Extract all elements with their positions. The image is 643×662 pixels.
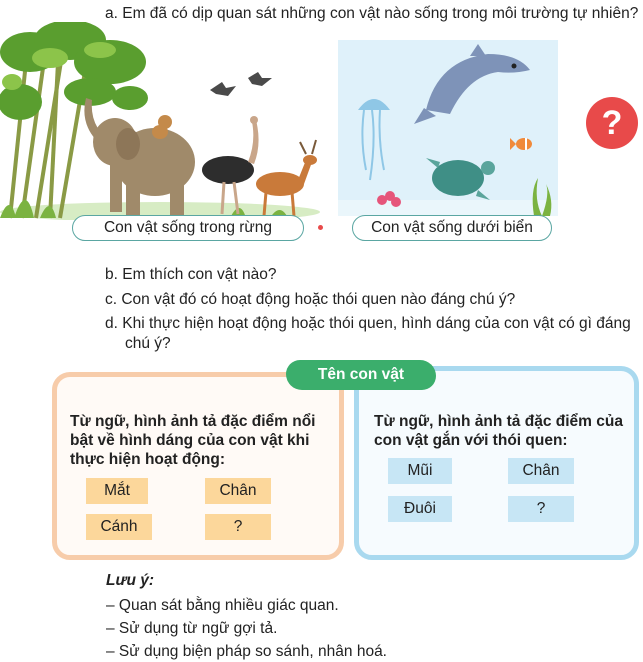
note-title: Lưu ý:	[106, 572, 155, 589]
chip-mat: Mắt	[86, 478, 148, 504]
chip-duoi: Đuôi	[388, 496, 452, 522]
bamboo-trunk	[50, 62, 58, 218]
question-c: c. Con vật đó có hoạt động hoặc thói quen nào đáng chú ý?	[105, 291, 516, 308]
right-panel-heading: Từ ngữ, hình ảnh tả đặc điểm của con vật gắn với thói quen:	[374, 413, 623, 449]
deer	[256, 140, 317, 216]
foliage	[32, 48, 68, 68]
chip-chan-right: Chân	[508, 458, 574, 484]
note-item-2: – Sử dụng từ ngữ gợi tả.	[106, 620, 278, 637]
forest-animals-illustration	[0, 22, 320, 220]
foliage	[2, 74, 22, 90]
sea-floor	[338, 200, 558, 216]
chip-mui: Mũi	[388, 458, 452, 484]
sea-caption: Con vật sống dưới biển	[352, 215, 552, 241]
elephant	[84, 98, 195, 216]
forest-caption: Con vật sống trong rừng	[72, 215, 304, 241]
note-item-1: – Quan sát bằng nhiều giác quan.	[106, 597, 339, 614]
foliage	[0, 84, 42, 120]
question-b: b. Em thích con vật nào?	[105, 266, 277, 283]
question-d: d. Khi thực hiện hoạt động hoặc thói quen, hình dáng của con vật có gì đáng chú ý?	[105, 315, 631, 352]
foliage	[84, 42, 116, 58]
chip-canh: Cánh	[86, 514, 152, 540]
foliage	[112, 86, 148, 110]
note-item-3: – Sử dụng biện pháp so sánh, nhân hoá.	[106, 643, 387, 660]
chip-chan-left: Chân	[205, 478, 271, 504]
question-a: a. Em đã có dịp quan sát những con vật nào sống trong môi trường tự nhiên?	[105, 5, 639, 22]
separator-dot	[318, 225, 323, 230]
sea-animals-illustration	[338, 40, 558, 216]
flying-birds	[210, 72, 272, 96]
question-mark-badge	[586, 97, 638, 149]
animal-name-banner: Tên con vật	[286, 360, 436, 390]
chip-question-right: ?	[508, 496, 574, 522]
question-mark-icon: ?	[601, 104, 623, 142]
chip-question-left: ?	[205, 514, 271, 540]
left-panel-heading: Từ ngữ, hình ảnh tả đặc điểm nổi bật về hình dáng của con vật khi thực hiện hoạt động:	[70, 413, 316, 468]
ostrich	[202, 116, 259, 214]
